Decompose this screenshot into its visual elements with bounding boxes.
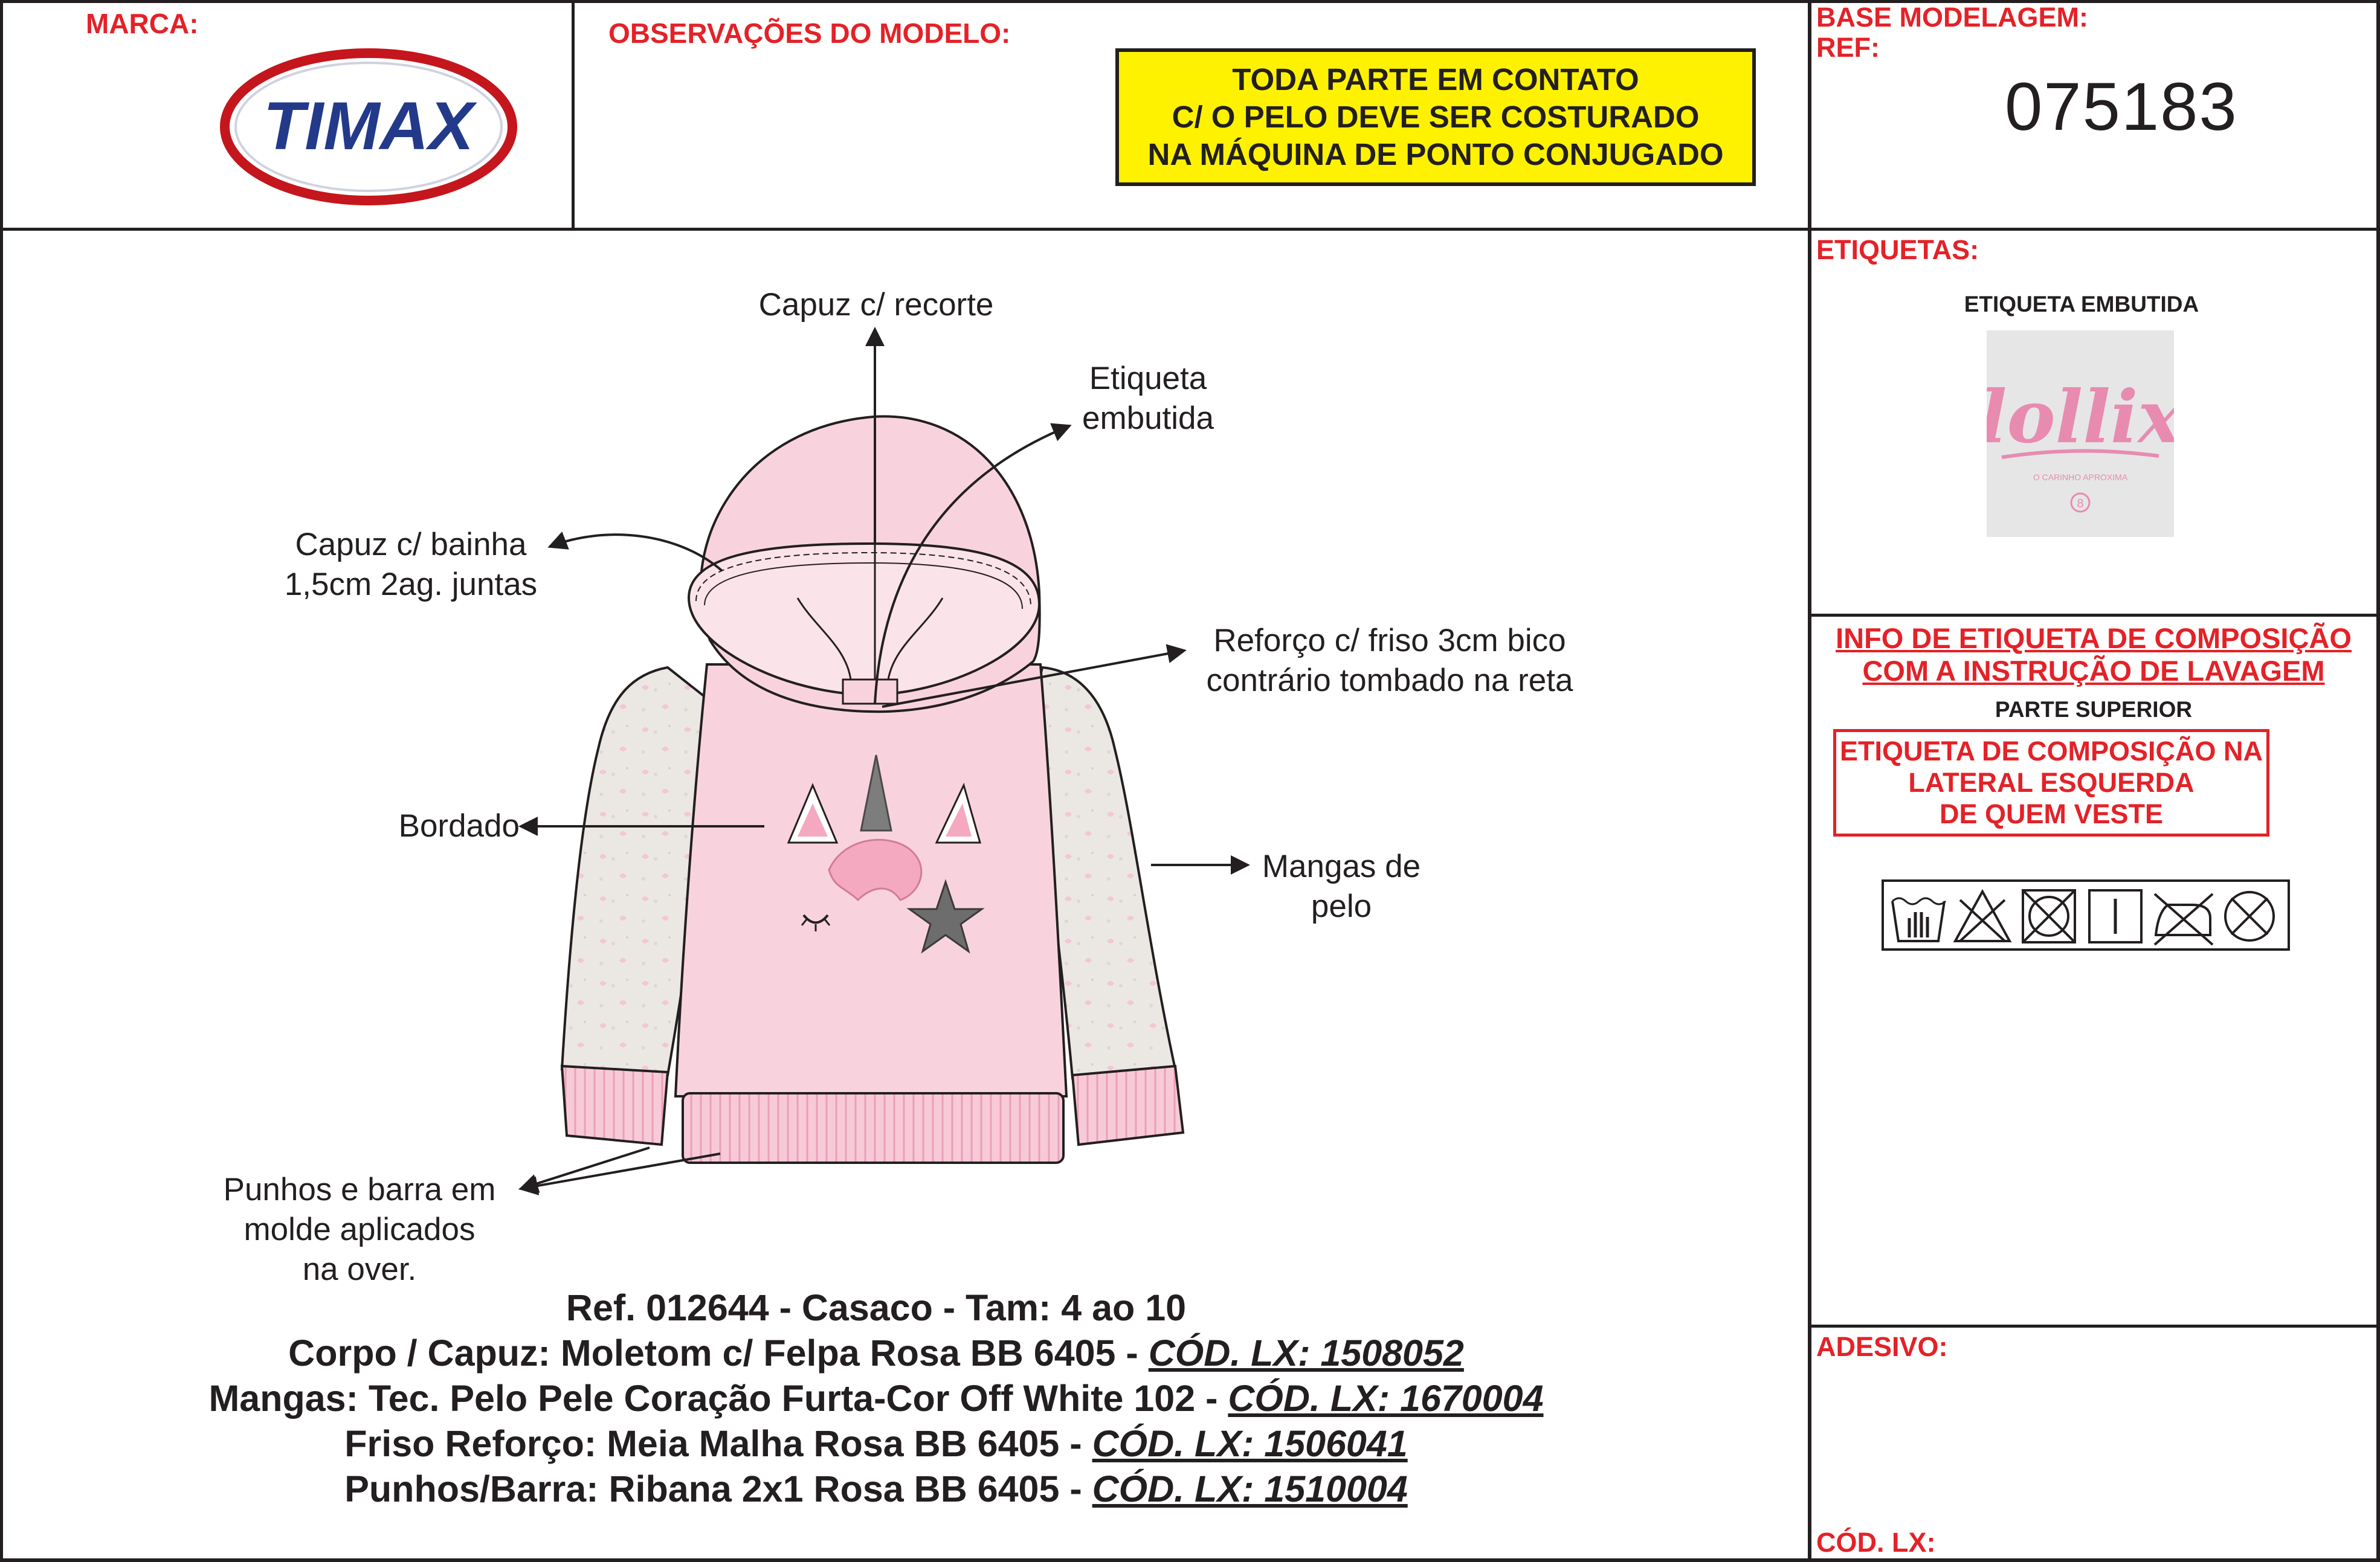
label-punhos-3: na over. [302,1252,417,1287]
etiqueta-embutida-title: ETIQUETA EMBUTIDA [1964,292,2199,317]
sidebar-divider [1808,0,1811,1562]
observacoes-label: OBSERVAÇÕES DO MODELO: [608,18,1011,49]
lollix-label-tag [1987,330,2174,537]
left-cuff [562,1066,668,1145]
specs-block [0,1285,1752,1512]
notice-line-2: C/ O PELO DEVE SER COSTURADO [1172,100,1700,134]
ref-number: 075183 [2005,69,2238,144]
lollix-brand: lollix [1987,374,2174,460]
lollix-logo [1987,330,2174,537]
adesivo-divider [1810,1325,2380,1328]
info-title-2: COM A INSTRUÇÃO DE LAVAGEM [1862,655,2325,687]
garment-drawing [0,230,1807,1305]
timax-logo-text: TIMAX [263,88,474,164]
no-tumble-dry-icon [2023,890,2075,942]
label-punhos-2: molde aplicados [243,1212,476,1247]
composition-line-3: DE QUEM VESTE [1939,799,2164,829]
parte-superior: PARTE SUPERIOR [1995,697,2193,722]
spec-line-4: Friso Reforço: Meia Malha Rosa BB 6405 - CÓD. LX: 1506041 [344,1423,1408,1464]
cod-lx-label: CÓD. LX: [1816,1527,1936,1558]
line-dry-icon [2089,890,2141,942]
bottom-band [683,1093,1063,1163]
timax-logo [218,45,520,208]
frame-border-bottom [0,1558,2380,1562]
label-mangas-1: Mangas de [1262,849,1421,884]
adesivo-label: ADESIVO: [1816,1331,1948,1362]
right-cuff [1072,1066,1183,1145]
label-punhos-1: Punhos e barra em [223,1172,496,1207]
label-mangas-2: pelo [1311,889,1372,924]
label-capuz-bainha-1: Capuz c/ bainha [295,527,527,562]
hand-wash-icon [1892,898,1946,941]
etiquetas-label: ETIQUETAS: [1816,234,1979,265]
lollix-size: 8 [2077,497,2084,510]
ref-label: REF: [1816,32,1880,63]
label-bordado: Bordado [398,808,520,844]
spec-line-3: Mangas: Tec. Pelo Pele Coração Furta-Cor Off White 102 - CÓD. LX: 1670004 [208,1378,1544,1419]
composition-line-2: LATERAL ESQUERDA [1908,767,2195,798]
composition-line-1: ETIQUETA DE COMPOSIÇÃO NA [1839,736,2263,767]
notice-line-3: NA MÁQUINA DE PONTO CONJUGADO [1147,137,1724,172]
frame-border-right [2376,0,2380,1562]
base-modelagem-label: BASE MODELAGEM: [1816,2,2088,33]
spec-line-5: Punhos/Barra: Ribana 2x1 Rosa BB 6405 - CÓD. LX: 1510004 [344,1468,1408,1509]
spec-line-2: Corpo / Capuz: Moletom c/ Felpa Rosa BB 6405 - CÓD. LX: 1508052 [288,1332,1464,1374]
label-capuz-recorte: Capuz c/ recorte [758,287,994,323]
care-symbols [1882,879,2290,951]
label-etiqueta-embutida-1: Etiqueta [1089,361,1207,396]
label-capuz-bainha-2: 1,5cm 2ag. juntas [284,567,538,602]
notice-box [1115,48,1756,186]
info-title-1: INFO DE ETIQUETA DE COMPOSIÇÃO [1836,622,2352,654]
marca-divider [572,0,575,230]
label-reforco-2: contrário tombado na reta [1206,663,1573,698]
lollix-tagline: O CARINHO APROXIMA [2033,472,2128,482]
no-iron-icon [2155,894,2213,945]
no-bleach-icon [1955,892,2010,941]
notice-line-1: TODA PARTE EM CONTATO [1232,62,1639,97]
etiquetas-divider [1810,614,2380,617]
marca-label: MARCA: [86,8,199,39]
label-reforco-1: Reforço c/ friso 3cm bico [1213,623,1566,658]
spec-line-1: Ref. 012644 - Casaco - Tam: 4 ao 10 [566,1287,1187,1328]
no-dry-clean-icon [2225,892,2274,940]
label-etiqueta-embutida-2: embutida [1082,400,1214,436]
composition-box [1833,729,2269,837]
